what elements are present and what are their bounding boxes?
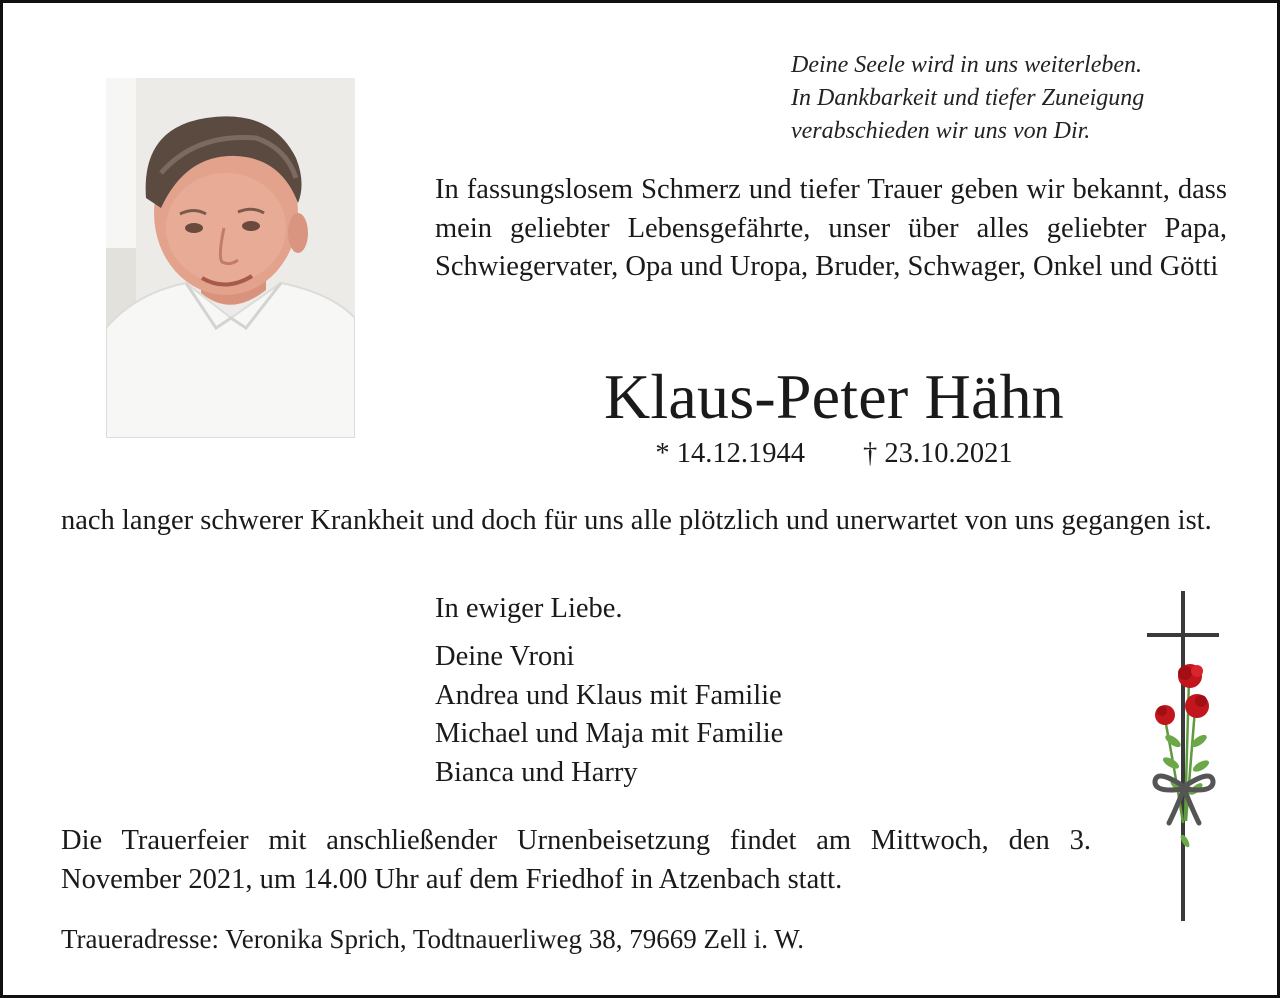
mourning-address: Traueradresse: Veronika Sprich, Todtnauerliweg 38, 79669 Zell i. W.	[61, 924, 804, 954]
passing-paragraph: nach langer schwerer Krankheit und doch für uns alle plötzlich und unerwartet von uns gegangen ist.	[61, 505, 1212, 536]
mourner-entry: Bianca und Harry	[435, 756, 638, 788]
cross-with-roses-icon	[1139, 591, 1231, 925]
mourners-list	[435, 638, 783, 792]
motto-line: verabschieden wir uns von Dir.	[791, 118, 1091, 144]
portrait-photo	[106, 78, 355, 438]
motto-line: In Dankbarkeit und tiefer Zuneigung	[791, 85, 1145, 111]
motto-line: Deine Seele wird in uns weiterleben.	[791, 52, 1143, 78]
mourner-entry: Michael und Maja mit Familie	[435, 718, 784, 749]
ceremony-info: Die Trauerfeier mit anschließender Urnenbeisetzung findet am Mittwoch, den 3. November 2021, um 14.00 Uhr auf dem Friedhof in Atzenbach statt.	[61, 825, 1091, 895]
mourner-entry: Deine Vroni	[435, 641, 575, 672]
life-dates	[435, 435, 1233, 473]
motto-verse	[791, 49, 1261, 148]
closing-phrase: In ewiger Liebe.	[435, 593, 623, 624]
mourner-entry: Andrea und Klaus mit Familie	[435, 679, 782, 711]
intro-paragraph: In fassungslosem Schmerz und tiefer Trauer geben wir bekannt, dass mein geliebter Lebensgefährte, unser über alles geliebter Papa, Schwiegervater, Opa und Uropa, Bruder, Schwager, Onkel und Götti	[435, 174, 1227, 282]
deceased-name: Klaus-Peter Hähn	[604, 361, 1064, 432]
portrait-image	[106, 78, 355, 438]
birth-date: * 14.12.1944	[655, 438, 805, 469]
death-date: † 23.10.2021	[863, 438, 1013, 469]
